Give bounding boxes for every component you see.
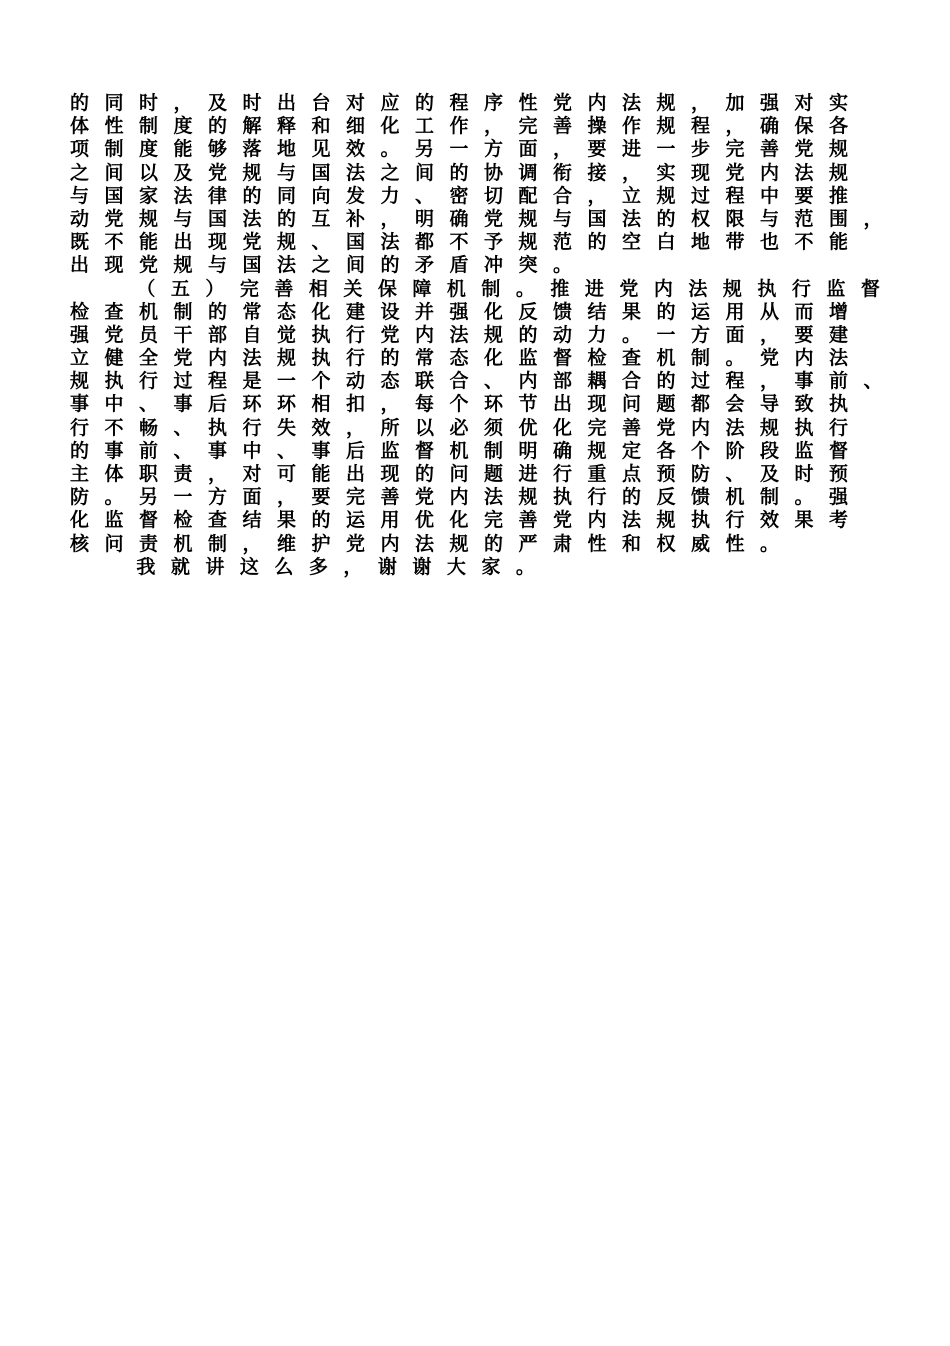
text-line: 规执行过程是一个动态联合、内部耦合的过程，事前、	[70, 370, 899, 393]
body-text	[70, 92, 900, 579]
closing-line: 我就讲这么多，谢谢大家。	[70, 555, 551, 578]
text-line: 与国家法律的同向发力、密切配合，立规过程中要推	[70, 184, 864, 207]
text-line: 体性制度的解释和细化工作，完善操作规程，确保各	[70, 115, 864, 138]
text-line: 化监督检查结果的运用优化完善党内法规执行效果考	[70, 509, 864, 532]
text-line: 之间以及党规与国法之间的协调衔接，实现党内法规	[70, 161, 864, 184]
text-line: 出现党规与国法之间的矛盾冲突。	[70, 254, 588, 277]
text-line: 主体职责，对可能出现的问题进行重点预防、及时预	[70, 463, 864, 485]
text-line: 立健全党内法规执行的常态化监督检查机制。党内法	[70, 347, 864, 370]
text-line: 强党员干部自觉执行党内法规的动力。一方面，要建	[70, 323, 864, 346]
text-line: 防。另一方面，要完善党内法规执行的反馈机制。强	[70, 486, 864, 509]
text-line: 动党规与国法的互补，明确党规与国法的权限与范围，	[70, 207, 899, 230]
text-line: 核问责机制，维护党内法规的严肃性和权威性。	[70, 532, 795, 555]
text-line: 事中、事后环环相扣，每个环节出现问题都会导致执	[70, 393, 864, 416]
section-heading-line: （五）完善相关保障机制。推进党内法规执行监督	[70, 277, 896, 300]
text-line: 行不畅、执行失效，所以必须优化完善党内法规执行	[70, 416, 864, 439]
text-line: 既不能出现党规、国法都不予规范的空白地带也不能	[70, 231, 864, 254]
text-line: 检查机制的常态化建设并强化反馈结果的运用从而增	[70, 300, 864, 323]
text-line: 的同时，及时出台对应的程序性党内法规，加强对实	[70, 92, 864, 114]
text-line: 项制度能够落地见效。另一方面，要进一步完善党规	[70, 138, 864, 161]
text-line: 的事前、事中、事后监督机制明确规定各个阶段监督	[70, 439, 864, 462]
